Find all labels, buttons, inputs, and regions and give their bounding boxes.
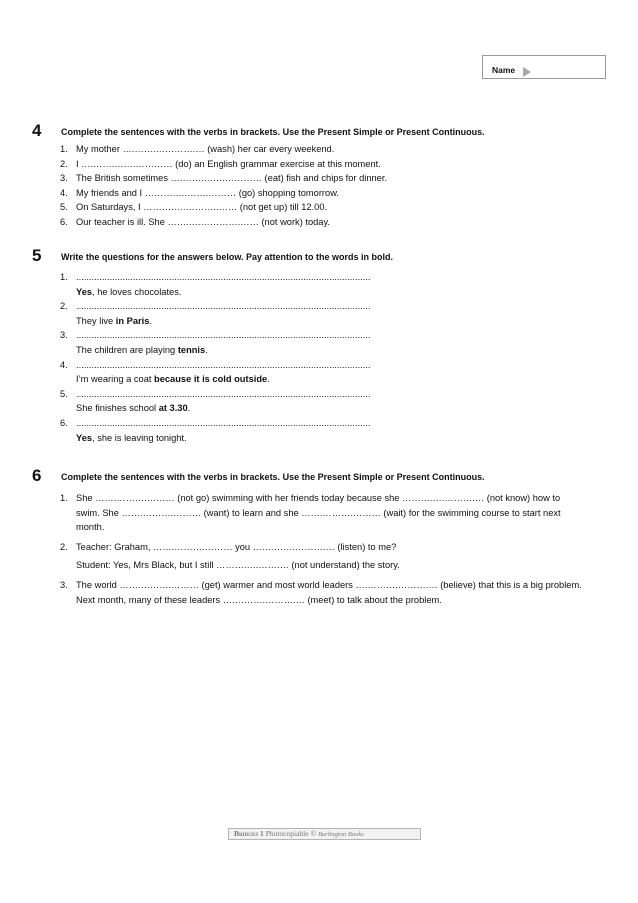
item-subtext: Student: Yes, Mrs Black, but I still ……….….…….… (not understand) the story. [76,560,400,571]
list-item [32,171,612,186]
brand-name: Bridges 1 [234,829,264,838]
list-item [32,142,612,157]
answer-text: The children are playing tennis. [76,344,208,355]
item-number: 2. [60,301,68,312]
item-number: 6. [60,417,68,428]
exercise-number: 6 [32,466,42,485]
exercise-instruction: Complete the sentences with the verbs in brackets. Use the Present Simple or Present Continuous. [61,472,485,482]
exercise-5 [32,247,612,445]
exercise-5-list [32,270,612,445]
exercise-number: 5 [32,246,42,265]
answer-text: I’m wearing a coat because it is cold outside. [76,374,270,385]
list-item [32,215,612,230]
arrow-right-icon [523,67,531,77]
item-number: 3. [60,173,68,184]
exercise-4-header [32,122,612,140]
exercise-6-header [32,467,612,485]
item-text: On Saturdays, I ……….….………..…… (not get up) till 12.00. [76,202,328,213]
exercise-5-header [32,247,612,265]
list-item [32,157,612,172]
exercise-4-list [32,142,612,230]
item-text: She …….……….……… (not go) swimming with her friends today because she ……….….……….… (not know) how to swim. She …….……….……… (want) to learn and she …….……….……… (wait) for the swimming course to start next month. [76,493,561,533]
list-item [32,491,612,535]
list-item [32,328,612,357]
list-item [32,270,612,299]
item-number: 1. [60,144,68,154]
item-text: The world …….……….……… (get) warmer and most world leaders ….……….……….… (believe) that this is a big problem. Next month, many of these leaders ….……….……….… (meet) to talk about the problem. [76,579,582,605]
exercise-6 [32,467,612,612]
exercise-instruction: Write the questions for the answers below. Pay attention to the words in bold. [61,252,394,262]
list-item [32,578,612,607]
answer-line[interactable]: .................................................................................................................. [76,301,371,312]
item-number: 1. [60,272,68,282]
list-item [32,200,612,215]
item-number: 5. [60,202,68,213]
item-text: Our teacher is ill. She …….….………….…… (not work) today. [76,216,331,227]
item-text: Teacher: Graham, …….……….……… you ….……….……….… (listen) to me? [76,541,397,552]
item-number: 5. [60,388,68,399]
exercise-number: 4 [32,121,42,140]
list-item [32,299,612,328]
exercise-instruction: Complete the sentences with the verbs in brackets. Use the Present Simple or Present Continuous. [61,127,485,137]
exercise-6-list [32,491,612,607]
copyright-footer [228,828,421,840]
item-number: 4. [60,359,68,370]
item-number: 2. [60,158,68,169]
answer-line[interactable]: .................................................................................................................. [76,388,371,399]
answer-text: Yes, he loves chocolates. [76,286,182,297]
name-field[interactable] [482,55,606,79]
answer-text: She finishes school at 3.30. [76,403,191,414]
list-item [32,416,612,445]
answer-line[interactable]: .................................................................................................................. [76,272,371,282]
answer-line[interactable]: .................................................................................................................. [76,359,371,370]
answer-line[interactable]: .................................................................................................................. [76,330,371,341]
copyright-symbol: © [310,829,317,838]
exercise-4 [32,122,612,230]
name-label: Name [492,65,516,75]
item-number: 2. [60,541,68,552]
answer-text: They live in Paris. [76,315,152,326]
publisher-name: Burlington Books [318,831,364,838]
item-text: I ….…….…….………… (do) an English grammar exercise at this moment. [76,158,381,169]
list-item [32,358,612,387]
item-number: 3. [60,579,68,590]
item-number: 3. [60,330,68,341]
item-number: 1. [60,493,68,503]
list-item [32,186,612,201]
item-text: The British sometimes ….…….…….………… (eat) fish and chips for dinner. [76,173,388,184]
answer-line[interactable]: .................................................................................................................. [76,417,371,428]
answer-text: Yes, she is leaving tonight. [76,432,187,443]
photocopiable-label: Photocopiable [265,829,309,838]
item-number: 6. [60,216,68,227]
item-text: My mother ….…….………….… (wash) her car every weekend. [76,144,335,154]
item-text: My friends and I ……….….…….……… (go) shopping tomorrow. [76,187,339,198]
list-item [32,387,612,416]
item-number: 4. [60,187,68,198]
list-item [32,540,612,573]
